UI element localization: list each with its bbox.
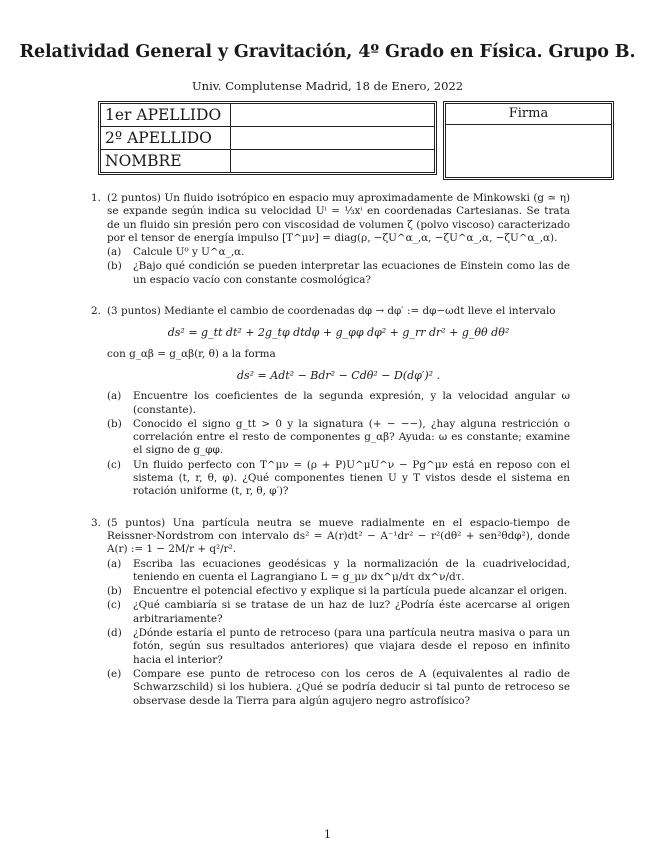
part-text: ¿Qué cambiaría si se tratase de un haz de luz? ¿Podría éste acercarse al origen arbitrariamente? bbox=[133, 599, 570, 625]
signature-label: Firma bbox=[446, 104, 611, 125]
table-row bbox=[101, 127, 435, 150]
table-row bbox=[101, 104, 435, 127]
problem-part bbox=[107, 418, 570, 458]
equation-interval: ds² = g_tt dt² + 2g_tφ dtdφ + g_φφ dφ² + g_rr dr² + g_θθ dθ² bbox=[167, 326, 510, 340]
part-text: ¿Bajo qué condición se pueden interpretar las ecuaciones de Einstein como las de un espacio vacío con constante cosmológica? bbox=[133, 260, 570, 286]
problem-part bbox=[107, 246, 570, 259]
second-surname-label: 2º APELLIDO bbox=[101, 127, 231, 150]
part-text: Encuentre los coeficientes de la segunda expresión, y la velocidad angular ω (constante). bbox=[133, 390, 570, 416]
part-text: Escriba las ecuaciones geodésicas y la normalización de la cuadrivelocidad, teniendo en cuenta el Lagrangiano L = g_μν dx^μ/dτ dx^ν/dτ. bbox=[133, 557, 570, 583]
part-label: (b) bbox=[107, 417, 122, 430]
problem-part bbox=[107, 459, 570, 499]
name-label: NOMBRE bbox=[101, 150, 231, 173]
problem-1 bbox=[91, 192, 570, 287]
page-number: 1 bbox=[324, 828, 331, 841]
problem-list bbox=[91, 192, 570, 726]
problem-2 bbox=[91, 305, 570, 499]
problem-number: 1. bbox=[91, 192, 101, 204]
first-surname-field[interactable] bbox=[231, 104, 435, 127]
part-label: (c) bbox=[107, 599, 121, 612]
part-label: (c) bbox=[107, 458, 121, 471]
signature-box[interactable] bbox=[445, 103, 612, 178]
part-text: Encuentre el potencial efectivo y explique si la partícula puede alcanzar el origen. bbox=[133, 585, 568, 598]
part-label: (a) bbox=[107, 390, 122, 403]
part-text: Un fluido perfecto con T^μν = (ρ + P)U^μU^ν − Pg^μν está en reposo con el sistema (t, r, θ, φ). ¿Qué componentes tienen U y T vistos desde el sistema en rotación uniforme (t, r, θ, φ′)? bbox=[133, 458, 570, 498]
problem-part bbox=[107, 599, 570, 626]
problem-part bbox=[107, 558, 570, 585]
problem-part bbox=[107, 260, 570, 287]
second-surname-field[interactable] bbox=[231, 127, 435, 150]
part-label: (e) bbox=[107, 667, 122, 680]
part-text: Conocido el signo g_tt > 0 y la signatura (+ − −−), ¿hay alguna restricción o correlación entre el resto de componentes g_αβ? Ayuda: ω es constante; examine el signo de g_φφ. bbox=[133, 417, 570, 457]
page-title: Relatividad General y Gravitación, 4º Grado en Física. Grupo B. bbox=[19, 42, 636, 62]
problem-3 bbox=[91, 517, 570, 708]
page-subtitle: Univ. Complutense Madrid, 18 de Enero, 2022 bbox=[191, 79, 464, 93]
problem-number: 3. bbox=[91, 516, 101, 529]
part-text: Calcule U⁰ y U^α_,α. bbox=[133, 246, 245, 259]
problem-part bbox=[107, 585, 570, 598]
part-label: (d) bbox=[107, 627, 122, 640]
first-surname-label: 1er APELLIDO bbox=[101, 104, 231, 127]
problem-statement: (5 puntos) Una partícula neutra se mueve radialmente en el espacio-tiempo de Reissner-Nordstrom con intervalo ds² = A(r)dt² − A⁻¹dr² − r²(dθ² + sen²θdφ²), donde A(r) := 1 − 2M/r + q²/r². bbox=[107, 516, 570, 556]
problem-part bbox=[107, 390, 570, 417]
equation-target-form: ds² = Adt² − Bdr² − Cdθ² − D(dφ′)² . bbox=[236, 368, 441, 382]
name-field[interactable] bbox=[231, 150, 435, 173]
part-text: ¿Dónde estaría el punto de retroceso (para una partícula neutra masiva o para un fotón, según sus resultados anteriores) que viajara desde el reposo en infinito hacia el interior? bbox=[133, 627, 570, 666]
problem-statement: (2 puntos) Un fluido isotrópico en espacio muy aproximadamente de Minkowski (g ≃ η) se expande según indica su velocidad Uⁱ = ⅓xⁱ en coordenadas Cartesianas. Se trata de un fluido sin presión pero con viscosidad de volumen ζ (polvo viscoso) caracterizado por el tensor de energía impulso [T^μν] = diag(ρ, −ζU^α_,α, −ζU^α_,α, −ζU^α_,α). bbox=[107, 192, 570, 244]
problem-statement: (3 puntos) Mediante el cambio de coordenadas dφ → dφ′ := dφ−ωdt lleve el intervalo bbox=[107, 305, 556, 318]
table-row bbox=[101, 150, 435, 173]
student-name-table bbox=[100, 103, 435, 173]
problem-number: 2. bbox=[91, 305, 101, 318]
part-label: (b) bbox=[107, 585, 122, 598]
part-label: (a) bbox=[107, 246, 122, 259]
part-text: Compare ese punto de retroceso con los ceros de A (equivalentes al radio de Schwarzschild) si los hubiera. ¿Qué se podría deducir si tal punto de retroceso se observase desde la Tierra para algún agujero negro astrofísico? bbox=[133, 667, 570, 707]
part-label: (b) bbox=[107, 260, 122, 273]
part-label: (a) bbox=[107, 557, 122, 570]
problem-statement-cont: con g_αβ = g_αβ(r, θ) a la forma bbox=[107, 347, 276, 360]
problem-part bbox=[107, 668, 570, 708]
problem-part bbox=[107, 627, 570, 667]
